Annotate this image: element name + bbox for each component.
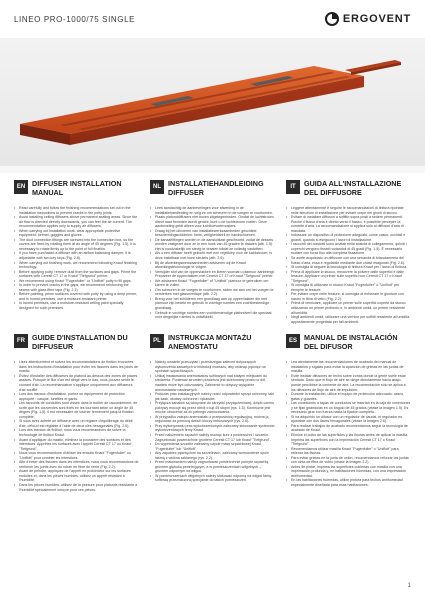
list-item: • En las habitaciones húmedas, utilice pintura para techos antihumedad especialmente diseñada para esas habitaciones. — [286, 478, 411, 487]
list-item: • Om scheuren in de voegen te voorkomen, raden we aan om het voegen te versterken met glasvezeltape (afb. 2.2). — [150, 288, 275, 297]
list-item: • Prima di verniciare, applicare un primer sulle superfici coperte da stucco utilizzando un primer profondo e, in ambienti umidi, un primer resistente all'umidità. — [286, 301, 411, 315]
list-item: • Evitare di installare diffusori a soffitto sopra posti a sedere permanenti. Poiché il flusso d'aria è diretto verso il basso, è possibile percepire la corrente d'aria. La raccomandazione si applica solo ai diffusori d'aria di mandata. — [286, 215, 411, 233]
language-badge: NL — [150, 180, 164, 194]
list-item: • Si ha adquirido un difusor con un regulador de caudal, el regulador es ajustable con dos llaves hexagonales (véase la imagen 2.6). — [286, 415, 411, 424]
product-title: LINEO PRO-1000/75 SINGLE — [14, 15, 136, 24]
list-item: • Als u een diffuser heeft gekocht met een regelklep voor de luchtstroom, is deze instelbaar met twee sleutels (afb. 2.6). — [150, 251, 275, 260]
list-item: • Para realizar trabajos de acabado recomendamos seguir la tecnología de acabado de Knauf. — [286, 424, 411, 433]
list-item: • Recomendamos utilizar masilla Knauf "Fugenfuller" o "Uniflott" para rellenar las fisuras. — [286, 447, 411, 456]
list-item: • Antes de pintar, imprima las superficies cubiertas con masilla con una imprimación profunda y, en habitaciones húmedas, con una imprimación antihumedad. — [286, 465, 411, 479]
list-item: • Verwijder stof van de oppervlakken en kieren voordat u plamuur aanbrengt. Prepareer de oppervlakken met Ceresit CT 17 of Knauf "Tiefgrund" primer. — [150, 270, 275, 279]
instruction-list — [150, 206, 275, 320]
language-badge: EN — [14, 180, 28, 194]
section-title: DIFFUSER INSTALLATION MANUAL — [32, 179, 122, 197]
list-item: • Bij de afwerkingswerkzaamheden adviseren wij de Knauf afwerkingstechnologie te volgen. — [150, 261, 275, 270]
list-item: • Avoid installing ceiling diffusers above permanent seating areas. Since the air flow is directed directly downwards, you can feel the air current. The recommendation applies only to supply air diffusers. — [14, 215, 139, 229]
section-title: GUIDE D'INSTALLATION DU DIFFUSEUR — [32, 333, 128, 351]
list-item: • Para evitar grietas en la junta de unión, recomendamos reforzar las juntas con cinta de fibra de vidrio (véase la imagen 2.2). — [286, 456, 411, 465]
list-item: • We adviseren Knauf "Fugenfuller" of "Uniflott" plamuur te gebruiken om kieren te vullen. — [150, 279, 275, 288]
instruction-list — [286, 206, 411, 324]
list-item: • Lees aandachtig de aanbevelingen voor afwerking in de installatiehandleiding en volg ze om scheuren in de voegen te voorkomen. — [150, 206, 275, 215]
list-item: • The duct connection fittings are screwed into the connection box, so the covers are fixed by rotating them at an angle of 45 degrees (Fig. 1.5). It is necessary to rotate firmly up to the point of full fixation. — [14, 238, 139, 252]
section-fr — [14, 334, 139, 492]
list-item: • Per evitare crepe nelle fessure, si consiglia di rinforzare le giunture con nastro in fibra di vetro (Fig. 2.2). — [286, 292, 411, 301]
list-item: • Avant de peindre, appliquez de l'apprêt en profondeur sur les surfaces enduites et, dans les pièces humides, utilisez un apprêt résistant à l'humidité. — [14, 469, 139, 483]
list-item: • Plaats plafonddiffusers niet boven zitgelegenheden. Omdat de luchtstroom direct naar beneden wordt gericht, kunt u de luchtstroom voelen. Deze aanbeveling geldt alleen voor luchttoevoerroosters. — [150, 215, 275, 229]
section-pl — [150, 334, 275, 492]
list-item: • Avant d'appliquer du mastic, éliminez la poussière des surfaces et des interstices. Apprêtez les surfaces avec l'apprêt Ceresit CT 17 ou Knauf "Tiefgrund". — [14, 438, 139, 452]
page-number: 1 — [407, 583, 411, 589]
list-item: • I raccordi dei condotti sono avvitati nella scatola di collegamento, quindi i coperchi vengono fissati ruotandoli di 45 gradi (Fig. 1.5). È necessario ruotare con forza fino alla completa fissazione. — [286, 242, 411, 256]
list-item: • In humid premises, use a moisture-resistant ceiling paint specially designed for such premises. — [14, 301, 139, 310]
language-badge: FR — [14, 334, 28, 348]
list-item: • Negli ambienti umidi, utilizzare una vernice per soffitti resistente all'umidità, appositamente progettata per tali ambienti. — [286, 315, 411, 324]
list-item: • Przyłącza kanałów są wkręcane do skrzynki przyłączeniowej, dzięki czemu pokrywy mocuje się przez obrót o kąt 45 stopni (rys. 1.5). Konieczne jest mocne obrócenie aż do pełnego zamocowania. — [150, 401, 275, 415]
list-item: • If you have purchased a diffuser with an airflow balancing damper, it is adjustable with two-key keys (Fig. 2.6). — [14, 251, 139, 260]
list-item: • Prima di applicare lo stucco, rimuovere la polvere dalle superfici e dalle fessure. Applicare un primer sulle superfici con Ceresit CT 17 o Knauf "Tiefgrund". — [286, 270, 411, 284]
list-item: • Draag bij het uitvoeren van installatiewerkzaamheden geschikte beschermingsmiddelen: helm, veiligheidsbril en handschoenen. — [150, 229, 275, 238]
list-item: • Lors des travaux de finition, nous vous recommandons de suivre la technologie de finition Knauf. — [14, 428, 139, 437]
list-item: • Elimine el polvo de las superficies y las fisuras antes de aplicar la masilla. Imprima las superficies con la imprimación Ceresit CT 17 o Knauf "Tiefgrund". — [286, 433, 411, 447]
language-badge: PL — [150, 334, 164, 348]
list-item: • Leggere attentamente e seguire le raccomandazioni di finitura riportate nelle istruzioni di installazione per evitare crepe nei giunti di stucco. — [286, 206, 411, 215]
section-title: MANUAL DE INSTALACIÓN DEL DIFUSOR — [304, 333, 398, 351]
list-item: • Aby zapobiec pęknięciom na szczelinach, zalecamy wzmocnienie spoin taśmą z włókna szklanego (rys. 2.2). — [150, 451, 275, 460]
list-item: • Afin d'éviter des fissures dans les interstices, nous vous recommandons de renforcer les joints avec du ruban en fibre de verre (Fig. 2.2). — [14, 460, 139, 469]
list-item: • Należy uważnie przeczytać i przestrzegać zaleceń dotyczących wykończenia zawartych w instrukcji montażu, aby uniknąć pęknięć na spoinach szpachlowych. — [150, 360, 275, 374]
instruction-list — [14, 206, 139, 311]
list-item: • Si vous avez acheté un diffuseur avec un registre d'équilibrage du débit d'air, celui-ci est réglable à l'aide de deux clés hexagonales (Fig. 2.6). — [14, 419, 139, 428]
list-item: • In order to prevent cracks in the gaps, we recommend reinforcing the seams with glass fibre tape (Fig. 2.2). — [14, 283, 139, 292]
section-title: GUIDA ALL'INSTALLAZIONE DEL DIFFUSORE — [304, 179, 402, 197]
list-item: • Durante la instalación, utilice el equipo de protección adecuado: casco, gafas y guantes. — [286, 392, 411, 401]
list-item: • Dans les pièces humides, utilisez de la peinture pour plafonds résistante à l'humidité spécialement conçue pour ces pièces. — [14, 483, 139, 492]
list-item: • When carrying out installation work, wear appropriate protective equipment: helmet, goggles and gloves. — [14, 229, 139, 238]
product-photo — [0, 38, 425, 173]
list-item: • Przed malowaniem należy zagruntować powierzchnie pokryte szpachlą gruntem głęboko penetrującym, a w pomieszczeniach wilgotnych – gruntem odpornym na wilgoć. — [150, 460, 275, 474]
section-es — [286, 334, 411, 492]
list-item: • Podczas prac instalacyjnych należy nosić odpowiedni sprzęt ochronny, taki jak kask, okulary ochronne i rękawice. — [150, 392, 275, 401]
list-item: • Lea atentamente las recomendaciones de acabado del manual de instalación y sígalas para evitar la aparición de grietas en las juntas de masilla. — [286, 360, 411, 374]
section-title: INSTALLATIEHANDLEIDING DIFFUSER — [168, 179, 264, 197]
page-header — [14, 13, 411, 33]
list-item: • We recommend using Knauf "Fugenfuller" or "Uniflott" putty to fill gaps. — [14, 279, 139, 284]
language-badge: IT — [286, 180, 300, 194]
list-item: • Si consiglia di utilizzare lo stucco Knauf "Fugenfuller" o "Uniflott" per riempire le fessure. — [286, 283, 411, 292]
list-item: • Unikaj instalowania anemostatów sufitowych nad stałymi miejscami do siedzenia. Ponieważ strumień powietrza jest skierowany prosto w dół, nawiew może być odczuwalny. Zalecenie to dotyczy wyłącznie anemostatów nawiewnych. — [150, 374, 275, 392]
section-nl — [150, 180, 275, 324]
list-item: • De kanaalfittingen worden in de aansluitkast geschroefd, zodat de deksels worden vastgezet door ze in een hoek van 45 graden te draaien (afb. 1.5). Het is noodzakelijk om stevig te draaien totdat ze volledig vastzitten. — [150, 238, 275, 252]
list-item: • Before painting, prime surfaces covered with putty by using a deep primer, and in humid premises, use a moisture-resistant primer. — [14, 292, 139, 301]
section-title: INSTRUKCJA MONTAŻU ANEMOSTATU — [168, 333, 252, 351]
list-item: • W pomieszczeniach wilgotnych należy stosować odporną na wilgoć farbę sufitową przeznaczoną specjalnie do takich pomieszczeń. — [150, 474, 275, 483]
list-item: • Read carefully and follow the finishing recommendations set out in the installation instructions to prevent cracks in the putty joints. — [14, 206, 139, 215]
instruction-list — [286, 360, 411, 487]
list-item: • Przy wykonywaniu prac wykończeniowych zalecamy stosowanie systemów wykończeniowych firmy Knauf. — [150, 424, 275, 433]
instruction-list — [14, 360, 139, 492]
list-item: • Nous vous recommandons d'utiliser les enduits Knauf "Fugenfuller" ou "Uniflott" pour combler les interstices. — [14, 451, 139, 460]
list-item: • Przed nałożeniem szpachli należy usunąć kurz z powierzchni i szczelin. Zagruntować powierzchnie gruntem Ceresit CT 17 lub Knauf "Tiefgrund". — [150, 433, 275, 442]
list-item: • W przypadku zakupu anemostatu z przepustnicą regulacyjną, można ją regulować za pomocą dwóch kluczy imbusowych (rys. 2.6). — [150, 415, 275, 424]
list-item: • Indossare un dispositivo di protezione adeguato, come casco, occhiali e guanti, quando si eseguono i lavori di installazione. — [286, 233, 411, 242]
list-item: • When carrying out finishing work, we recommend following Knauf finishing technology. — [14, 261, 139, 270]
list-item: • Se avete acquistato un diffusore con una serranda di bilanciamento del flusso d'aria, essa è regolabile mediante due chiavi esagonali (Fig. 2.6). — [286, 256, 411, 265]
list-item: • Before applying putty, remove dust from the surfaces and gaps. Prime the surfaces with Ceresit CT 17 or Knauf "Tiefgrund" primer. — [14, 270, 139, 279]
instruction-list — [150, 360, 275, 483]
list-item: • Las conexiones a tapas de conductos se insertan en la caja de conexiones y se fijan girándolas en un ángulo de 45 grados (véase la imagen 1.5). Es necesario girar con fuerza hasta la fijación completa. — [286, 401, 411, 415]
logo-mark-icon — [325, 12, 339, 26]
list-item: • Lors des travaux d'installation, portez un équipement de protection approprié : casque, lunettes et gants. — [14, 392, 139, 401]
brand-logo — [325, 12, 411, 26]
brand-name: ERGOVENT — [342, 13, 411, 25]
list-item: • Si consiglia di seguire la tecnologia di finitura Knauf per i lavori di finitura. — [286, 265, 411, 270]
list-item: • Do wypełnienia szczelin zalecamy użycie masy szpachlowej Knauf "Fugenfuller" lub "Uniflott". — [150, 442, 275, 451]
section-en — [14, 180, 139, 324]
section-it — [286, 180, 411, 324]
list-item: • Les raccords de conduites sont vissés dans le boîtier de raccordement, de sorte que les couvercles sont fixés en les tournant selon un angle de 45 degrés (Fig. 1.5). Il est nécessaire de tourner fermement jusqu'à fixation complète. — [14, 401, 139, 419]
list-item: • Breng voor het schilderen een grondlaag aan op oppervlakken die met plamuur zijn bedekt en gebruik in vochtige ruimtes een vochtbestendige grondlaag. — [150, 297, 275, 311]
language-badge: ES — [286, 334, 300, 348]
list-item: • Evite instalar difusores de techo sobre zonas donde la gente suele estar sentada. Dado que el flujo de aire se dirige directamente hacia abajo, puede percibirse la corriente de aire. La recomendación sólo se aplica a los difusores de flujo de aire de impulsión. — [286, 374, 411, 392]
list-item: • Évitez d'installer des diffuseurs de plafond au-dessus des zones de places assises. Puisque le flux d'air est dirigé vers le bas, vous pouvez sentir le courant d'air. La recommandation s'applique uniquement aux diffuseurs d'air soufflé. — [14, 374, 139, 392]
list-item: • Gebruik in vochtige ruimtes een vochtbestendige plafondverf die speciaal voor dergelijke ruimtes is ontwikkeld. — [150, 311, 275, 320]
instructions-grid — [14, 180, 412, 492]
list-item: • Lisez attentivement et suivez les recommandations de finition énoncées dans les instructions d'installation pour éviter les fissures dans les joints de mastic. — [14, 360, 139, 374]
